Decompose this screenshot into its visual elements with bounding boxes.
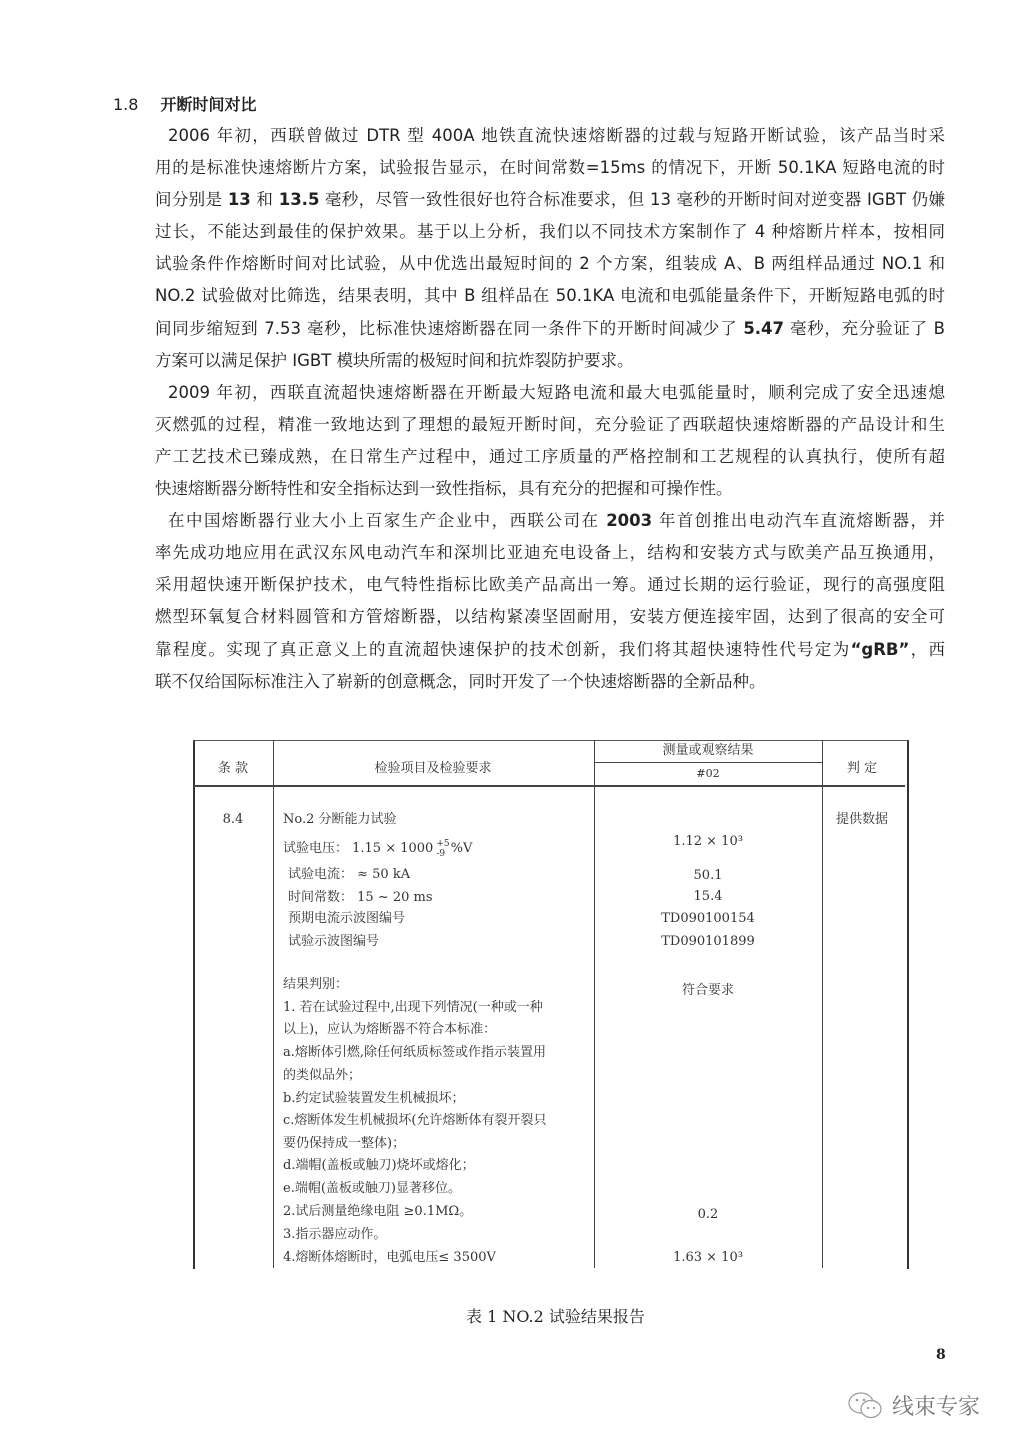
test-item-line: 4.熔断体熔断时，电弧电压≤ 3500V <box>283 1250 496 1265</box>
bold-text: “gRB” <box>850 639 910 659</box>
paragraph-line <box>168 120 945 152</box>
bold-text: 13.5 <box>278 190 320 210</box>
paragraph-line <box>155 280 945 312</box>
result-value: 1.12 × 10³ <box>673 834 743 849</box>
header-sample: #02 <box>696 767 720 780</box>
test-item-line: a.熔断体引燃,除任何纸质标签或作指示装置用 <box>283 1045 547 1060</box>
voltage-tolerance <box>436 839 449 859</box>
watermark <box>848 1390 980 1421</box>
watermark-text: 线束专家 <box>892 1395 981 1420</box>
bold-text: 2003 <box>606 511 653 531</box>
paragraph-line <box>155 601 945 633</box>
bold-text: 13 <box>227 190 251 210</box>
tolerance-minus: -9 <box>436 849 446 859</box>
verdict-value: 提供数据 <box>835 812 889 827</box>
table-divider <box>594 762 822 763</box>
text-run: 毫秒，充分验证了 B <box>784 318 945 338</box>
text-run: 过长，不能达到最佳的保护效果。基于以上分析，我们以不同技术方案制作了 4 种熔断片样本，按相同 <box>155 222 945 242</box>
voltage-row <box>283 839 472 859</box>
paragraph-line <box>155 152 945 184</box>
section-number: 1.8 <box>113 95 139 114</box>
section-title: 开断时间对比 <box>160 95 257 114</box>
paragraph-line <box>155 634 945 666</box>
paragraph-line <box>155 184 945 216</box>
paragraph-line <box>155 216 945 248</box>
test-item-line: 试验示波图编号 <box>288 934 380 949</box>
test-item-line: 结果判别： <box>283 977 349 992</box>
header-item: 检验项目及检验要求 <box>374 761 492 776</box>
result-value: TD090101899 <box>661 934 755 949</box>
test-item-line: 试验电流： ≈ 50 kA <box>288 867 411 882</box>
text-run: 联不仅给国际标准注入了崭新的创意概念，同时开发了一个快速熔断器的全新品种。 <box>155 671 766 691</box>
test-item-line: c.熔断体发生机械损坏(允许熔断体有裂开裂只 <box>283 1113 547 1128</box>
test-item-line: d.端帽(盖板或触刀)烧坏或熔化； <box>283 1158 475 1173</box>
voltage-unit: %V <box>450 841 473 856</box>
table-divider <box>822 740 823 1268</box>
table-divider <box>273 740 274 1268</box>
paragraph-line <box>155 473 945 505</box>
header-clause: 条 款 <box>217 761 249 776</box>
text-run: 用的是标准快速熔断片方案，试验报告显示，在时间常数=15ms 的情况下，开断 50.1KA 短路电流的时 <box>155 158 945 178</box>
text-run: 毫秒，尽管一致性很好也符合标准要求，但 13 毫秒的开断时间对逆变器 IGBT 仍嫌 <box>319 190 945 210</box>
page-number: 8 <box>936 1347 946 1363</box>
paragraph-line <box>168 505 945 537</box>
test-item-line: 2.试后测量绝缘电阻 ≥0.1MΩ。 <box>283 1204 473 1219</box>
body-text <box>155 120 945 698</box>
text-run: 间分别是 <box>155 190 228 210</box>
table-caption: 表 1 NO.2 试验结果报告 <box>466 1307 645 1326</box>
bold-text: 5.47 <box>743 318 785 338</box>
test-item-line: e.端帽(盖板或触刀)显著移位。 <box>283 1181 461 1196</box>
text-run: 试验条件作熔断时间对比试验，从中优选出最短时间的 2 个方案，组装成 A、B 两组样品通过 NO.1 和 <box>155 254 945 274</box>
text-run: 采用超快速开断保护技术，电气特性指标比欧美产品高出一筹。通过长期的运行验证，现行的高强度阻 <box>155 575 945 595</box>
test-item-line: 要仍保持成一整体)； <box>283 1136 406 1151</box>
test-item-line: 的类似品外； <box>283 1068 362 1083</box>
paragraph-line <box>155 441 945 473</box>
result-value: 0.2 <box>697 1207 719 1222</box>
test-item-line: No.2 分断能力试验 <box>283 812 397 827</box>
text-run: 靠程度。实现了真正意义上的直流超快速保护的技术创新，我们将其超快速特性代号定为 <box>155 639 851 659</box>
test-item-line: 时间常数： 15 ~ 20 ms <box>288 890 433 905</box>
result-value: TD090100154 <box>661 911 755 926</box>
text-run: 和 <box>250 190 279 210</box>
paragraph-line <box>155 569 945 601</box>
text-run: 率先成功地应用在武汉东风电动汽车和深圳比亚迪充电设备上，结构和安装方式与欧美产品互换通用， <box>155 543 945 563</box>
section-heading <box>113 92 256 115</box>
test-item-line: 试验电压： 1.15 × 1000 <box>283 841 434 856</box>
test-item-line: b.约定试验装置发生机械损坏； <box>283 1091 465 1106</box>
paragraph-line <box>155 313 945 345</box>
table-divider <box>193 785 905 787</box>
header-result-group: 测量或观察结果 <box>662 743 754 758</box>
header-verdict: 判 定 <box>846 761 878 776</box>
paragraph-line <box>168 377 945 409</box>
text-run: 燃型环氧复合材料圆管和方管熔断器，以结构紧凑坚固耐用，安装方便连接牢固，达到了很高的安全可 <box>155 607 945 627</box>
text-run: 间同步缩短到 7.53 毫秒，比标准快速熔断器在同一条件下的开断时间减少了 <box>155 318 744 338</box>
text-run: 2006 年初，西联曾做过 DTR 型 400A 地铁直流快速熔断器的过载与短路开断试验，该产品当时采 <box>168 126 945 145</box>
paragraph-line <box>155 345 945 377</box>
text-run: 年首创推出电动汽车直流熔断器，并 <box>652 511 946 531</box>
result-value: 15.4 <box>693 889 723 904</box>
text-run: 方案可以满足保护 IGBT 模块所需的极短时间和抗炸裂防护要求。 <box>155 350 634 370</box>
test-item-line: 预期电流示波图编号 <box>288 911 406 926</box>
table-divider <box>594 740 595 1268</box>
text-run: 产工艺技术已臻成熟，在日常生产过程中，通过工序质量的严格控制和工艺规程的认真执行，使所有超 <box>155 446 945 466</box>
test-item-line: 以上)，应认为熔断器不符合本标准： <box>283 1022 497 1037</box>
text-run: 2009 年初，西联直流超快速熔断器在开断最大短路电流和最大电弧能量时，顺利完成了安全迅速熄 <box>168 382 945 402</box>
text-run: 灭燃弧的过程，精准一致地达到了理想的最短开断时间，充分验证了西联超快速熔断器的产品设计和生 <box>155 414 945 434</box>
tolerance-plus: +5 <box>436 839 450 849</box>
result-value: 1.63 × 10³ <box>673 1250 743 1265</box>
result-value: 符合要求 <box>681 983 735 998</box>
paragraph-line <box>155 666 945 698</box>
test-item-line: 1. 若在试验过程中,出现下列情况(一种或一种 <box>283 1000 543 1015</box>
paragraph-line <box>155 409 945 441</box>
clause-number: 8.4 <box>222 812 244 827</box>
test-item-line: 3.指示器应动作。 <box>283 1227 387 1242</box>
wechat-icon <box>848 1391 884 1421</box>
text-run: NO.2 试验做对比筛选，结果表明，其中 B 组样品在 50.1KA 电流和电弧能量条件下，开断短路电弧的时 <box>155 286 945 306</box>
result-value: 50.1 <box>693 868 723 883</box>
text-run: ，西 <box>909 639 946 659</box>
text-run: 快速熔断器分断特性和安全指标达到一致性指标，具有充分的把握和可操作性。 <box>155 479 733 499</box>
paragraph-line <box>155 537 945 569</box>
paragraph-line <box>155 248 945 280</box>
text-run: 在中国熔断器行业大小上百家生产企业中，西联公司在 <box>168 511 607 531</box>
